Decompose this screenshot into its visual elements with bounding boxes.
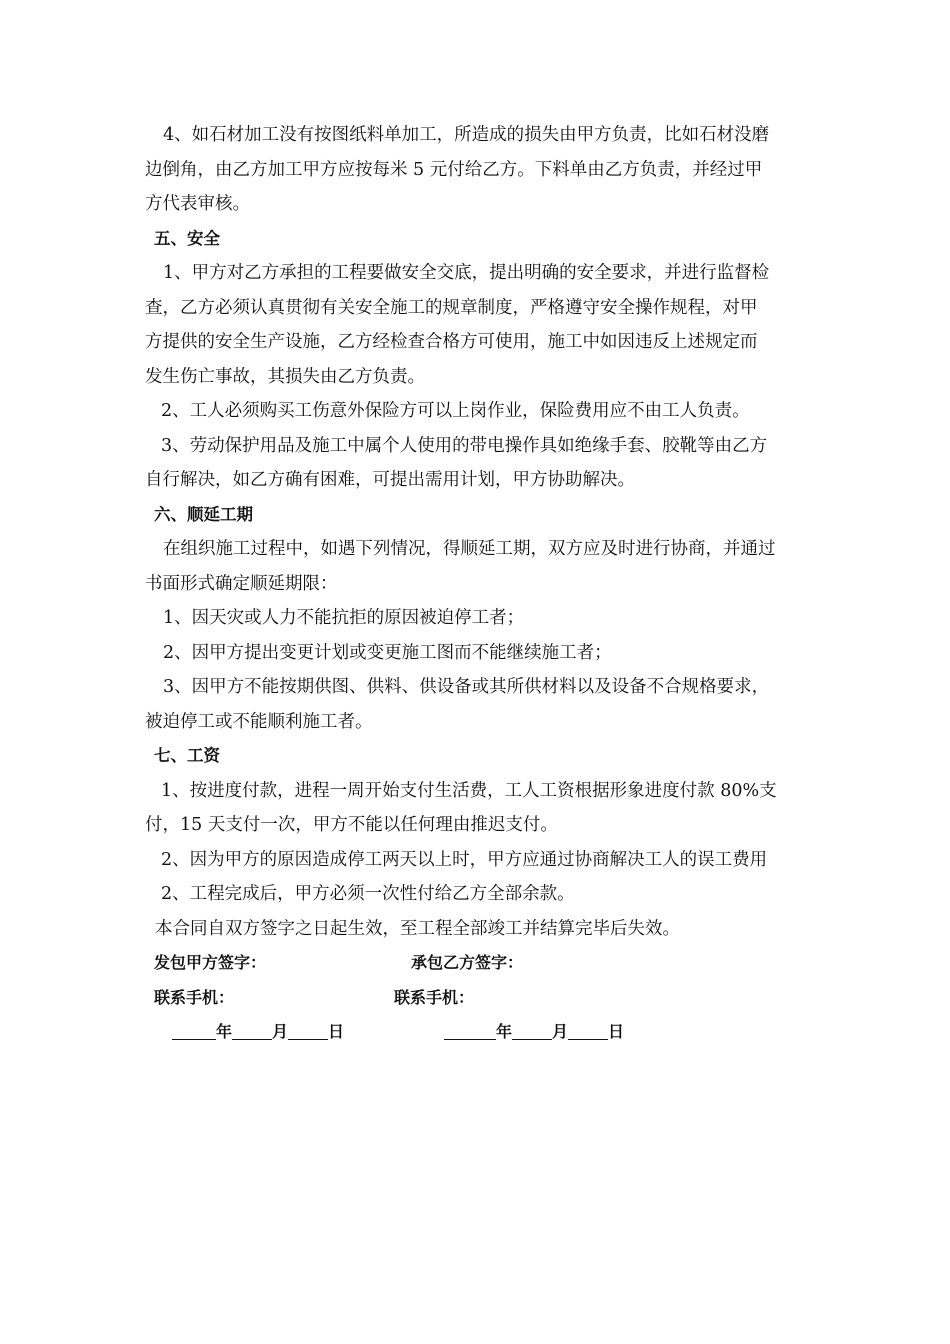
day-label: 日 [328,1022,345,1041]
s5-item1-line-1: 1、甲方对乙方承担的工程要做安全交底，提出明确的安全要求，并进行监督检 [163,263,770,283]
s6-item3-line-2: 被迫停工或不能顺利施工者。 [145,711,373,732]
section-7-title: 七、工资 [154,746,220,765]
s5-item1-line-3: 方提供的安全生产设施，乙方经检查合格方可使用，施工中如因违反上述规定而 [145,332,758,352]
party-a-date [145,1015,444,1050]
party-a-phone-label: 联系手机： [154,987,235,1007]
party-b-date [444,1015,624,1050]
month-label: 月 [272,1022,289,1041]
day-label: 日 [608,1022,625,1041]
date-row [145,1015,810,1050]
day-blank[interactable] [568,1021,608,1040]
month-blank[interactable] [232,1021,272,1040]
clause-4-line-3: 方代表审核。 [145,194,250,214]
year-label: 年 [216,1022,233,1041]
year-blank[interactable] [444,1021,496,1040]
month-label: 月 [552,1022,569,1041]
s7-item3: 2、工程完成后，甲方必须一次性付给乙方全部余款。 [161,884,575,904]
s5-item1-line-4: 发生伤亡事故，其损失由乙方负责。 [145,366,425,387]
clause-4-line-2: 边倒角，由乙方加工甲方应按每米 5 元付给乙方。下料单由乙方负责，并经过甲 [145,159,763,180]
s6-item2: 2、因甲方提出变更计划或变更施工图而不能继续施工者； [163,642,612,663]
s5-item3-line-1: 3、劳动保护用品及施工中属个人使用的带电操作具如绝缘手套、胶靴等由乙方 [161,435,768,456]
month-blank[interactable] [512,1021,552,1040]
s5-item1-line-2: 查，乙方必须认真贯彻有关安全施工的规章制度，严格遵守安全操作规程，对甲 [145,297,758,318]
s6-item3-line-1: 3、因甲方不能按期供图、供料、供设备或其所供材料以及设备不合规格要求， [163,677,770,697]
party-b-signature-label: 承包乙方签字： [411,953,524,972]
s7-item1-line-2: 付，15 天支付一次，甲方不能以任何理由推迟支付。 [145,815,558,835]
s7-item1-line-1: 1、按进度付款，进程一周开始支付生活费，工人工资根据形象进度付款 80%支 [161,780,777,801]
section-5-title: 五、安全 [154,228,220,248]
day-blank[interactable] [288,1021,328,1040]
year-label: 年 [496,1022,513,1041]
effective-clause: 本合同自双方签字之日起生效，至工程全部竣工并结算完毕后失效。 [155,918,680,939]
s7-item2: 2、因为甲方的原因造成停工两天以上时，甲方应通过协商解决工人的误工费用 [161,849,768,870]
year-blank[interactable] [172,1021,216,1040]
signature-row [145,946,810,981]
contract-body [145,118,810,1050]
s6-item1: 1、因天灾或人力不能抗拒的原因被迫停工者； [163,608,525,628]
s5-item2: 2、工人必须购买工伤意外保险方可以上岗作业，保险费用应不由工人负责。 [161,401,750,421]
clause-4-line-1: 4、如石材加工没有按图纸料单加工，所造成的损失由甲方负责，比如石材没磨 [163,125,770,145]
phone-row [145,981,810,1016]
s5-item3-line-2: 自行解决，如乙方确有困难，可提出需用计划，甲方协助解决。 [145,470,635,490]
s6-intro-line-2: 书面形式确定顺延期限： [145,573,338,594]
s6-intro-line-1: 在组织施工过程中，如遇下列情况，得顺延工期，双方应及时进行协商，并通过 [163,539,776,559]
section-6-title: 六、顺延工期 [154,504,253,524]
party-a-signature-label: 发包甲方签字： [154,953,267,972]
party-b-phone-label: 联系手机： [394,987,475,1007]
